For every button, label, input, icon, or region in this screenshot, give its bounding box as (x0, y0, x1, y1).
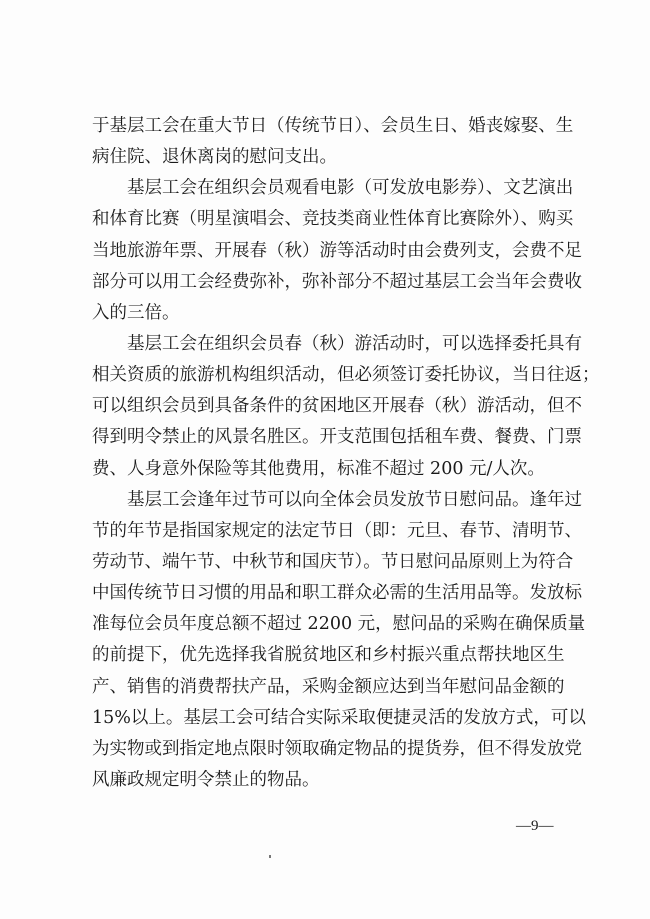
text-line: 当地旅游年票、开展春（秋）游等活动时由会费列支，会费不足 (92, 240, 582, 261)
text-line: 可以组织会员到具备条件的贫困地区开展春（秋）游活动，但不 (92, 396, 582, 417)
text-line: 中国传统节日习惯的用品和职工群众必需的生活用品等。发放标 (92, 583, 582, 604)
text-line: 基层工会在组织会员观看电影（可发放电影券）、文艺演出 (127, 178, 574, 199)
text-line: 的前提下，优先选择我省脱贫地区和乡村振兴重点帮扶地区生 (92, 645, 565, 666)
text-line: 基层工会逢年过节可以向全体会员发放节日慰问品。逢年过 (127, 489, 582, 510)
text-line: 为实物或到指定地点限时领取确定物品的提货券，但不得发放党 (92, 738, 582, 759)
text-line: 风廉政规定明令禁止的物品。 (92, 769, 320, 790)
text-line: 于基层工会在重大节日（传统节日）、会员生日、婚丧嫁娶、生 (92, 116, 574, 136)
text-line: 费、人身意外保险等其他费用，标准不超过 200 元/人次。 (92, 458, 545, 479)
text-line: 病住院、退休离岗的慰问支出。 (92, 147, 337, 168)
text-line: 得到明令禁止的风景名胜区。开支范围包括租车费、餐费、门票 (92, 427, 582, 448)
body-text (92, 111, 600, 796)
text-line: 劳动节、端午节、中秋节和国庆节）。节日慰问品原则上为符合 (92, 551, 574, 572)
text-line: 和体育比赛（明星演唱会、竞技类商业性体育比赛除外）、购买 (92, 209, 574, 230)
text-line: 节的年节是指国家规定的法定节日（即：元旦、春节、清明节、 (92, 520, 582, 541)
text-line: 部分可以用工会经费弥补，弥补部分不超过基层工会当年会费收 (92, 271, 582, 292)
page-number: —9— (516, 818, 554, 834)
text-line: 基层工会在组织会员春（秋）游活动时，可以选择委托具有 (127, 333, 582, 354)
text-line: 准每位会员年度总额不超过 2200 元，慰问品的采购在确保质量 (92, 614, 586, 635)
text-line: 入的三倍。 (92, 302, 180, 323)
text-line: 15%以上。基层工会可结合实际采取便捷灵活的发放方式，可以 (92, 707, 586, 728)
text-line: 产、销售的消费帮扶产品，采购金额应达到当年慰问品金额的 (92, 676, 565, 697)
text-line: 相关资质的旅游机构组织活动，但必须签订委托协议，当日往返； (92, 365, 600, 386)
scan-speck (269, 855, 271, 858)
